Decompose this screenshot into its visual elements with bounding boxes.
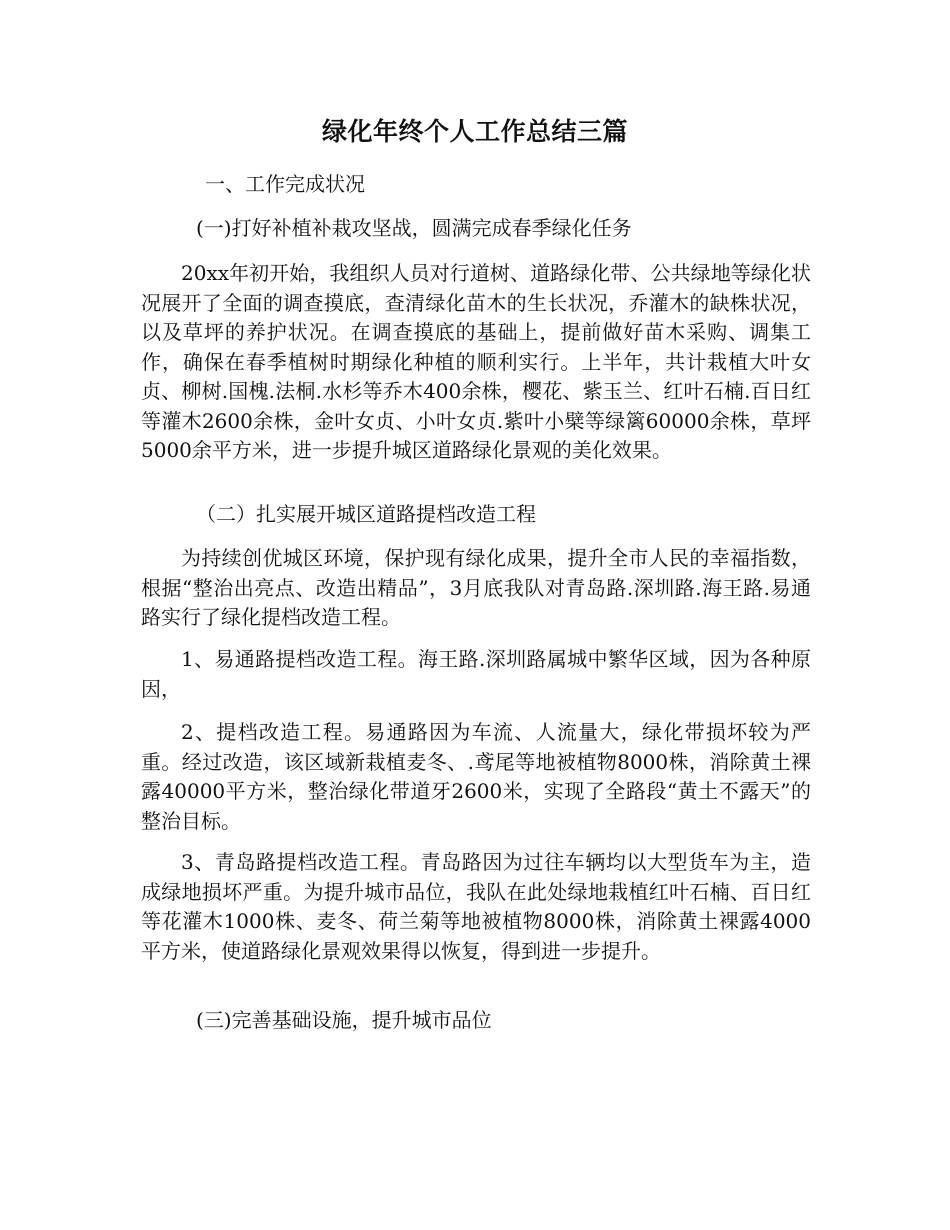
paragraph-spring-greening: 20xx年初开始，我组织人员对行道树、道路绿化带、公共绿地等绿化状况展开了全面的调查摸底，查清绿化苗木的生长状况，乔灌木的缺株状况，以及草坪的养护状况。在调查摸底的基础上，提前做好苗木采购、调集工作，确保在春季植树时期绿化种植的顺利实行。上半年，共计栽植大叶女贞、柳树.国槐.法桐.水杉等乔木400余株，樱花、紫玉兰、红叶石楠.百日红等灌木2600余株，金叶女贞、小叶女贞.紫叶小檗等绿篱60000余株，草坪5000余平方米，进一步提升城区道路绿化景观的美化效果。 (141, 261, 811, 462)
document-title: 绿化年终个人工作总结三篇 (321, 117, 628, 146)
paragraph-qingdao-road: 3、青岛路提档改造工程。青岛路因为过往车辆均以大型货车为主，造成绿地损坏严重。为提升城市品位，我队在此处绿地栽植红叶石楠、百日红等花灌木1000株、麦冬、荷兰菊等地被植物8000株，消除黄土裸露4000平方米，使道路绿化景观效果得以恢复，得到进一步提升。 (141, 850, 811, 963)
paragraph-upgrade-project: 2、提档改造工程。易通路因为车流、人流量大，绿化带损坏较为严重。经过改造，该区域新栽植麦冬、.鸢尾等地被植物8000株，消除黄土裸露40000平方米，整治绿化带道牙2600米，实现了全路段“黄土不露天”的整治目标。 (141, 720, 811, 833)
paragraph-yitong-road: 1、易通路提档改造工程。海王路.深圳路属城中繁华区域，因为各种原因， (141, 647, 811, 701)
subsection-heading-3: (三)完善基础设施，提升城市品位 (196, 1008, 492, 1032)
subsection-heading-1: (一)打好补植补栽攻坚战，圆满完成春季绿化任务 (196, 216, 632, 240)
section-heading-work-status: 一、工作完成状况 (205, 172, 365, 196)
paragraph-road-upgrade-intro: 为持续创优城区环境，保护现有绿化成果，提升全市人民的幸福指数，根据“整治出亮点、改造出精品”，3月底我队对青岛路.深圳路.海王路.易通路实行了绿化提档改造工程。 (141, 546, 811, 629)
subsection-heading-2: （二）扎实展开城区道路提档改造工程 (196, 502, 536, 526)
